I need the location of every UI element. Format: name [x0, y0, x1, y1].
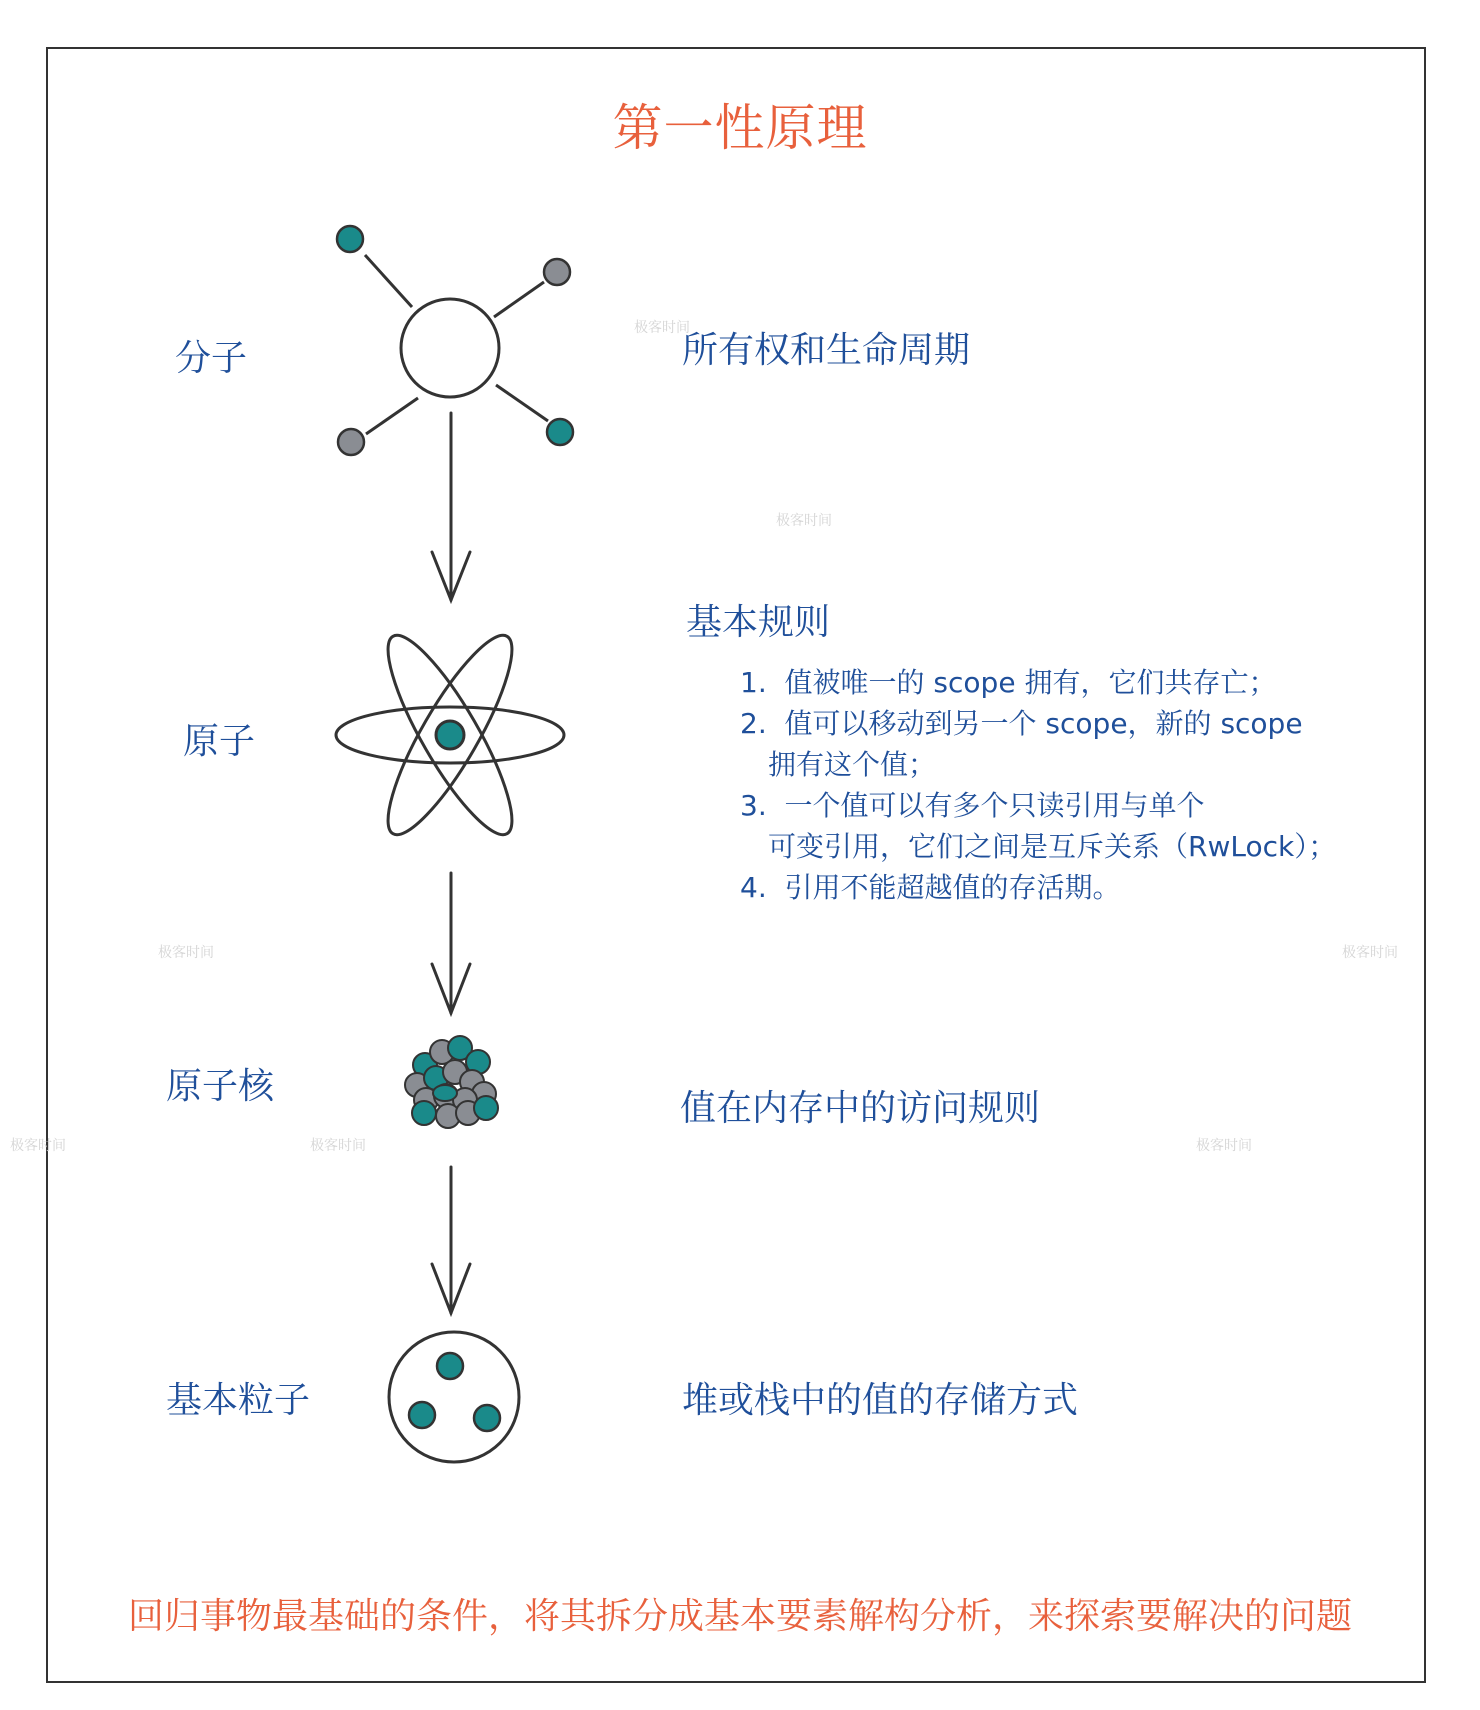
rule-item: 3. 一个值可以有多个只读引用与单个 — [740, 789, 1205, 822]
watermark: 极客时间 — [634, 320, 690, 336]
level-desc-particle: 堆或栈中的值的存储方式 — [682, 1380, 1079, 1421]
nucleus-icon — [405, 1036, 498, 1128]
watermark: 极客时间 — [1196, 1138, 1252, 1154]
watermark: 极客时间 — [310, 1138, 366, 1154]
level-label-molecule: 分子 — [175, 338, 248, 379]
level-label-nucleus: 原子核 — [166, 1066, 275, 1107]
watermark: 极客时间 — [1342, 945, 1398, 961]
arrow-down-icon — [432, 873, 470, 1013]
footer-caption: 回归事物最基础的条件，将其拆分成基本要素解构分析，来探索要解决的问题 — [127, 1596, 1352, 1637]
rule-item-continuation: 可变引用，它们之间是互斥关系（RwLock）； — [768, 830, 1337, 863]
arrow-down-icon — [432, 413, 470, 600]
watermark: 极客时间 — [158, 945, 214, 961]
level-desc-nucleus: 值在内存中的访问规则 — [680, 1088, 1041, 1129]
rule-item: 1. 值被唯一的 scope 拥有，它们共存亡； — [740, 666, 1277, 699]
arrow-down-icon — [432, 1167, 470, 1313]
watermark: 极客时间 — [10, 1138, 66, 1154]
particles-icon — [389, 1332, 519, 1462]
level-desc-atom: 基本规则 — [686, 602, 831, 643]
rule-item: 4. 引用不能超越值的存活期。 — [740, 871, 1121, 904]
rule-item: 2. 值可以移动到另一个 scope，新的 scope — [740, 707, 1303, 740]
level-label-atom: 原子 — [183, 721, 256, 762]
rule-item-continuation: 拥有这个值； — [768, 748, 937, 781]
level-label-particle: 基本粒子 — [166, 1380, 311, 1421]
atom-icon — [336, 622, 564, 847]
molecule-icon — [337, 226, 573, 455]
level-desc-molecule: 所有权和生命周期 — [682, 330, 971, 371]
watermark: 极客时间 — [776, 513, 832, 529]
diagram-title: 第一性原理 — [612, 99, 868, 157]
